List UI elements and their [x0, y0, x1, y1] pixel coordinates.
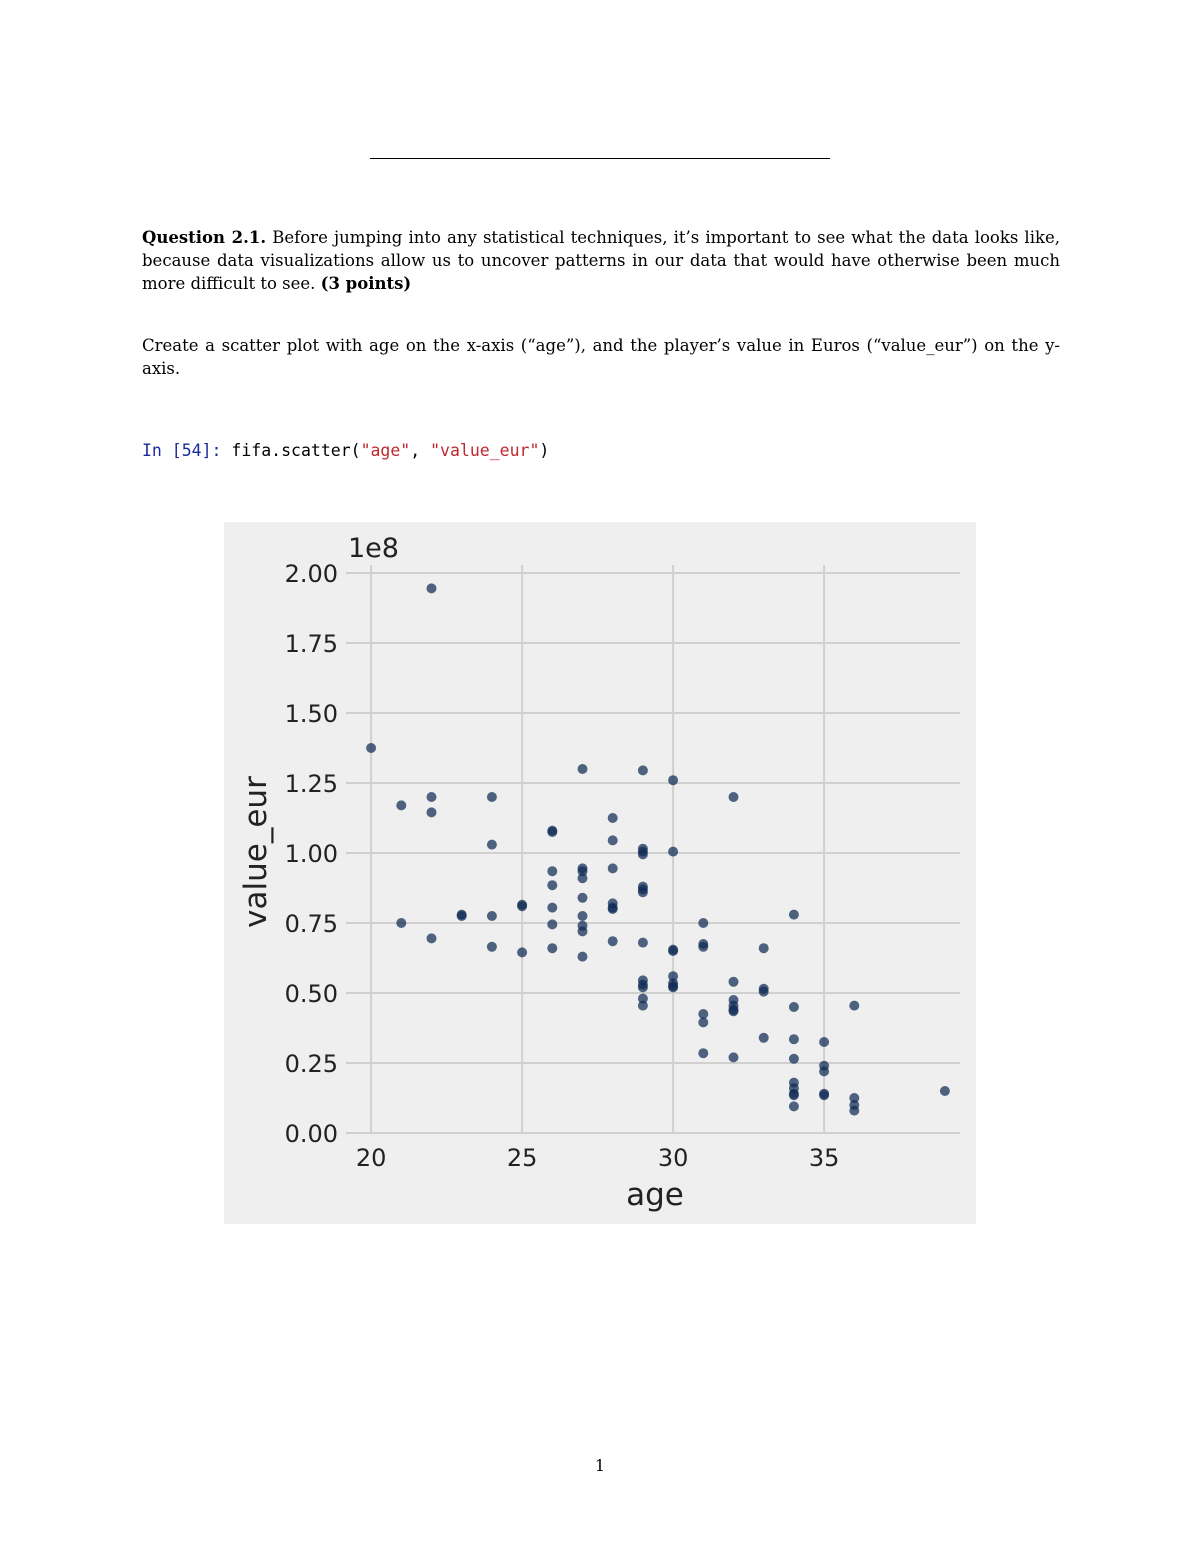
x-tick-label: 20: [355, 1144, 387, 1172]
scatter-point: [517, 901, 527, 911]
scatter-point: [729, 1006, 739, 1016]
y-tick-label: 0.50: [284, 980, 338, 1008]
code-prefix: fifa.scatter(: [231, 441, 361, 460]
scatter-point: [427, 933, 437, 943]
scatter-point: [789, 1002, 799, 1012]
scatter-point: [427, 792, 437, 802]
instruction-paragraph: Create a scatter plot with age on the x-axis (“age”), and the player’s value in Euros (“value_eur”) on the y-axis.: [142, 336, 1060, 378]
scatter-point: [547, 943, 557, 953]
x-tick-label: 25: [506, 1144, 538, 1172]
scatter-point: [638, 849, 648, 859]
scatter-point: [759, 943, 769, 953]
cell-prompt: In [54]:: [142, 441, 222, 460]
question-points: (3 points): [320, 274, 412, 293]
question-paragraph: [142, 226, 1060, 295]
scatter-point: [849, 1001, 859, 1011]
code-separator: ,: [410, 441, 431, 460]
scatter-point: [759, 1033, 769, 1043]
scatter-point: [547, 866, 557, 876]
offset-label: 1e8: [348, 533, 399, 564]
scatter-point: [668, 847, 678, 857]
scatter-point: [789, 1034, 799, 1044]
y-tick-label: 0.00: [284, 1120, 338, 1148]
scatter-point: [638, 938, 648, 948]
scatter-point: [698, 942, 708, 952]
scatter-point: [547, 903, 557, 913]
code-suffix: ): [539, 441, 550, 460]
scatter-point: [578, 873, 588, 883]
scatter-point: [547, 919, 557, 929]
scatter-point: [608, 936, 618, 946]
scatter-point: [578, 764, 588, 774]
page-number: 1: [594, 1456, 606, 1475]
y-tick-label: 1.00: [284, 840, 338, 868]
scatter-point: [668, 775, 678, 785]
scatter-point: [487, 792, 497, 802]
scatter-point: [819, 1037, 829, 1047]
code-arg-value: "value_eur": [430, 441, 540, 460]
scatter-point: [517, 947, 527, 957]
scatter-point: [789, 910, 799, 920]
scatter-point: [638, 1001, 648, 1011]
scatter-point: [698, 1048, 708, 1058]
scatter-point: [638, 887, 648, 897]
scatter-point: [487, 942, 497, 952]
scatter-point: [457, 911, 467, 921]
scatter-point: [849, 1106, 859, 1116]
scatter-chart: [224, 522, 976, 1224]
scatter-point: [547, 827, 557, 837]
scatter-point: [789, 1054, 799, 1064]
x-axis-label: age: [626, 1177, 684, 1213]
scatter-point: [698, 1017, 708, 1027]
scatter-point: [608, 835, 618, 845]
y-tick-label: 1.25: [284, 770, 338, 798]
scatter-point: [759, 987, 769, 997]
y-tick-label: 1.75: [284, 630, 338, 658]
scatter-point: [578, 893, 588, 903]
scatter-point: [729, 977, 739, 987]
scatter-point: [487, 840, 497, 850]
scatter-point: [396, 918, 406, 928]
scatter-point: [578, 926, 588, 936]
scatter-point: [729, 792, 739, 802]
scatter-point: [698, 918, 708, 928]
y-tick-label: 2.00: [284, 560, 338, 588]
x-tick-label: 35: [808, 1144, 840, 1172]
code-cell: [142, 441, 549, 460]
scatter-point: [729, 1052, 739, 1062]
scatter-point: [638, 765, 648, 775]
scatter-point: [638, 982, 648, 992]
y-tick-label: 1.50: [284, 700, 338, 728]
scatter-point: [668, 946, 678, 956]
question-body: Before jumping into any statistical techniques, it’s important to see what the data looks like, because data visualizations allow us to uncover patterns in our data that would have otherwise been much more difficult to see.: [142, 228, 1060, 293]
scatter-point: [819, 1066, 829, 1076]
scatter-point: [427, 583, 437, 593]
scatter-point: [608, 904, 618, 914]
scatter-point: [366, 743, 376, 753]
top-rule: [370, 158, 830, 159]
scatter-point: [940, 1086, 950, 1096]
y-axis-label: value_eur: [238, 776, 274, 928]
scatter-point: [789, 1101, 799, 1111]
scatter-point: [578, 952, 588, 962]
scatter-point: [547, 880, 557, 890]
scatter-point: [427, 807, 437, 817]
scatter-point: [396, 800, 406, 810]
scatter-point: [487, 911, 497, 921]
question-title: Question 2.1.: [142, 228, 267, 247]
y-tick-label: 0.75: [284, 910, 338, 938]
code-arg-age: "age": [360, 441, 411, 460]
scatter-point: [819, 1090, 829, 1100]
scatter-point: [789, 1090, 799, 1100]
scatter-point: [608, 813, 618, 823]
chart-background: [224, 522, 976, 1224]
scatter-point: [668, 982, 678, 992]
scatter-point: [608, 863, 618, 873]
y-tick-label: 0.25: [284, 1050, 338, 1078]
x-tick-label: 30: [657, 1144, 689, 1172]
scatter-point: [578, 911, 588, 921]
